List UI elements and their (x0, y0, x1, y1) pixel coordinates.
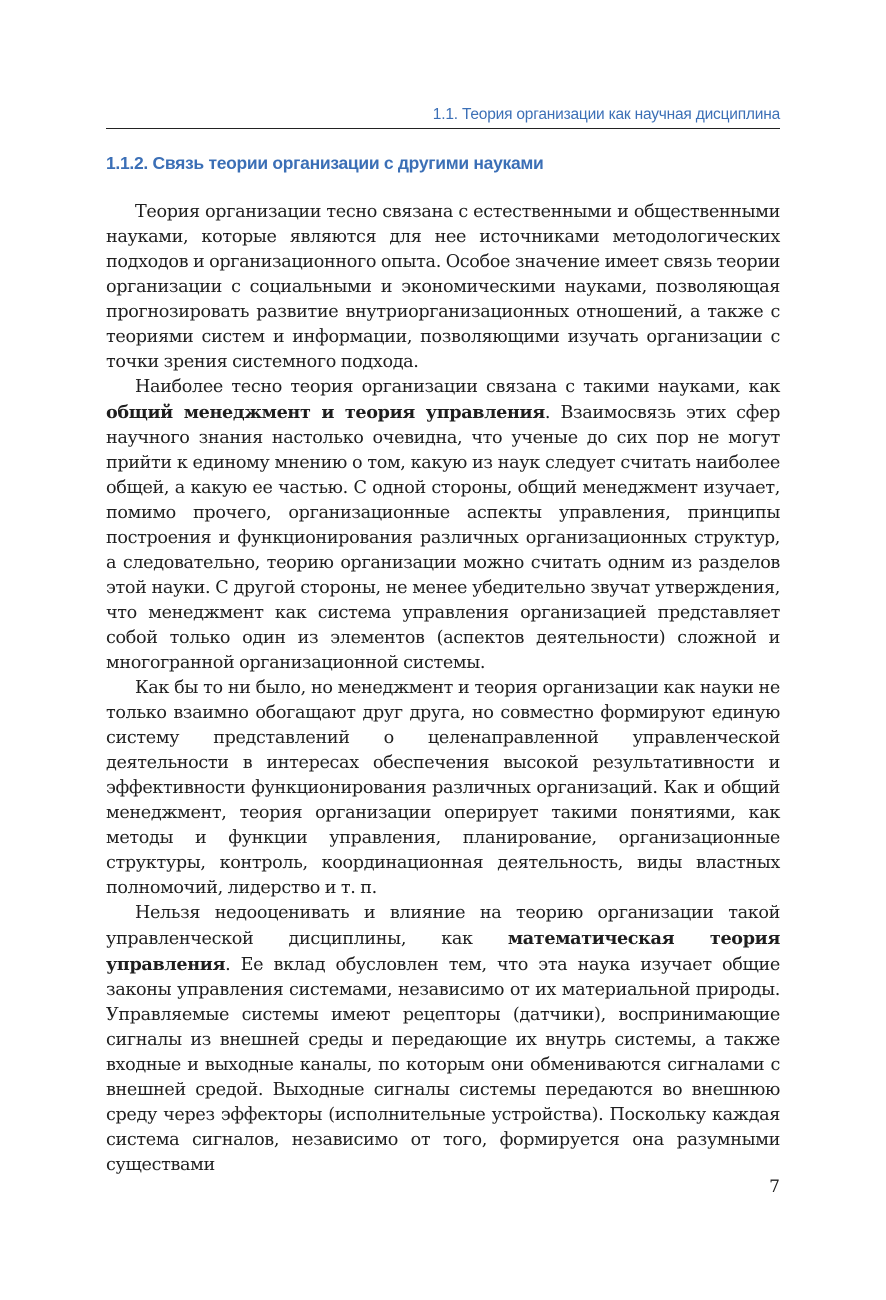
paragraph-1: Теория организации тесно связана с естественными и общественными науками, которые являются для нее источниками методологических подходов и организационного опыта. Особое значение имеет связь теории организации с социальными и экономическими науками, позволяющая прогнозировать развитие внутриорганизационных отношений, а также с теориями систем и информации, позволяющими изучать организации с точки зрения системного подхода. (106, 202, 780, 372)
paragraph-4-rest: . Ее вклад обусловлен тем, что эта наука изучает общие законы управления системами, независимо от их материальной природы. Управляемые системы имеют рецепторы (датчики), воспринимающие сигналы из внешней среды и передающие их внутрь системы, а также входные и выходные каналы, по которым они обмениваются сигналами с внешней средой. Выходные сигналы системы передаются во внешнюю среду через эффекторы (исполнительные устройства). Поскольку каждая система сигналов, независимо от того, формируется она разумными существами (106, 955, 780, 1175)
paragraph-4 (106, 901, 780, 1178)
body-text (106, 200, 780, 1178)
running-header: 1.1. Теория организации как научная дисциплина (432, 106, 780, 123)
header-rule (106, 128, 780, 129)
term-general-management: общий менеджмент и теория управления (106, 402, 545, 423)
term-mathematical-control-theory: математическая теория управления (106, 928, 780, 975)
paragraph-3: Как бы то ни было, но менеджмент и теория организации как науки не только взаимно обогащают друг друга, но совместно формируют единую систему представлений о целенаправленной управленческой деятельности в интересах обеспечения высокой результативности и эффективности функционирования различных организаций. Как и общий менеджмент, теория организации оперирует такими понятиями, как методы и функции управления, планирование, организационные структуры, контроль, координационная деятельность, виды властных полномочий, лидерство и т. п. (106, 678, 780, 898)
paragraph-2 (106, 375, 780, 676)
paragraph-2-rest: . Взаимосвязь этих сфер научного знания настолько очевидна, что ученые до сих пор не могут прийти к единому мнению о том, какую из наук следует считать наиболее общей, а какую ее частью. С одной стороны, общий менеджмент изучает, помимо прочего, организационные аспекты управления, принципы построения и функционирования различных организационных структур, а следовательно, теорию организации можно считать одним из разделов этой науки. С другой стороны, не менее убедительно звучат утверждения, что менеджмент как система управления организацией представляет собой только один из элементов (аспектов деятельности) сложной и многогранной организационной системы. (106, 403, 780, 673)
page-number: 7 (769, 1177, 780, 1197)
paragraph-4-lead: Нельзя недооценивать и влияние на теорию организации такой управленческой дисциплины, как (106, 903, 780, 949)
section-title: 1.1.2. Связь теории организации с другими науками (106, 153, 544, 173)
paragraph-2-lead: Наиболее тесно теория организации связана с такими науками, как (135, 377, 780, 397)
